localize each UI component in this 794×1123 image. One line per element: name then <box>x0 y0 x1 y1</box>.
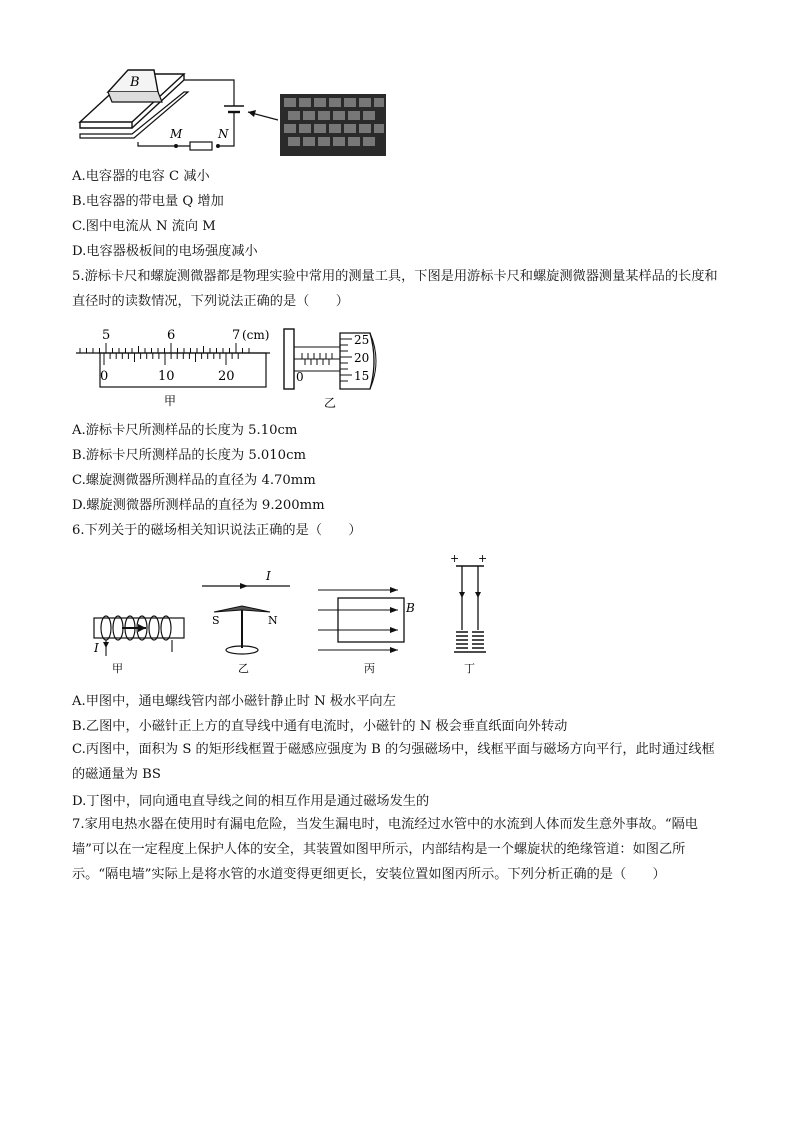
caption-yi: 乙 <box>324 396 337 410</box>
q5-option-d: D.螺旋测微器所测样品的直径为 9.200mm <box>72 498 325 513</box>
solenoid-diagram <box>93 616 184 656</box>
wire-current-label: I <box>266 569 271 583</box>
caption-jia: 甲 <box>164 394 177 408</box>
q6-stem: 6.下列关于的磁场相关知识说法正确的是（ ） <box>72 523 362 538</box>
main-scale-unit: (cm) <box>242 328 270 342</box>
sleeve-zero-label: 0 <box>296 370 304 384</box>
main-scale-label-7: 7 <box>232 328 241 343</box>
q6-option-c: C.丙图中，面积为 S 的矩形线框置于磁感应强度为 B 的匀强磁场中，线框平面与磁场方向平行，此时通过线框的磁通量为 BS <box>72 742 715 782</box>
plus-right-label: + <box>478 552 488 565</box>
keyboard-photo <box>280 94 386 156</box>
q4-option-b: B.电容器的带电量 Q 增加 <box>72 194 224 209</box>
node-n-label: N <box>218 127 229 141</box>
main-scale-label-5: 5 <box>102 328 111 343</box>
thimble-label-25: 25 <box>354 333 370 347</box>
q4-option-c: C.图中电流从 N 流向 M <box>72 219 216 234</box>
field-b-label: B <box>406 601 415 615</box>
compass-s-label: S <box>212 614 220 627</box>
vernier-label-0: 0 <box>100 369 109 384</box>
thimble-label-15: 15 <box>354 369 370 383</box>
q6-option-d: D.丁图中，同向通电直导线之间的相互作用是通过磁场发生的 <box>72 794 430 809</box>
magnetism-figures <box>72 548 512 680</box>
q6-option-b: B.乙图中，小磁针正上方的直导线中通有电流时，小磁针的 N 极会垂直纸面向外转动 <box>72 719 568 734</box>
caliper-micrometer-figure <box>72 325 392 413</box>
caption-yi-q6: 乙 <box>238 662 249 675</box>
node-m-label: M <box>170 127 183 141</box>
caption-bing-q6: 丙 <box>364 662 375 675</box>
vernier-label-10: 10 <box>158 369 175 384</box>
q4-option-a: A.电容器的电容 C 减小 <box>72 169 210 184</box>
vernier-label-20: 20 <box>218 369 235 384</box>
caption-ding-q6: 丁 <box>464 662 475 675</box>
q5-option-c: C.螺旋测微器所测样品的直径为 4.70mm <box>72 473 316 488</box>
q5-option-a: A.游标卡尺所测样品的长度为 5.10cm <box>72 423 298 438</box>
key-label-b: B <box>130 75 140 90</box>
coil-field-diagram <box>318 587 415 653</box>
parallel-wires-diagram <box>450 552 487 652</box>
q4-option-d: D.电容器极板间的电场强度减小 <box>72 244 258 259</box>
q5-stem: 5.游标卡尺和螺旋测微器都是物理实验中常用的测量工具，下图是用游标卡尺和螺旋测微器测量某样品的长度和直径时的读数情况，下列说法正确的是（ ） <box>72 269 718 309</box>
solenoid-current-label: I <box>94 641 99 655</box>
main-scale-label-6: 6 <box>167 328 176 343</box>
capacitor-keyboard-figure <box>72 62 392 160</box>
wire-compass-diagram <box>202 569 290 654</box>
compass-n-label: N <box>268 614 278 627</box>
thimble-label-20: 20 <box>354 351 370 365</box>
q5-option-b: B.游标卡尺所测样品的长度为 5.010cm <box>72 448 306 463</box>
resistor <box>190 142 212 150</box>
caption-jia-q6: 甲 <box>112 662 123 675</box>
q7-stem: 7.家用电热水器在使用时有漏电危险，当发生漏电时，电流经过水管中的水流到人体而发生意外事故。“隔电墙”可以在一定程度上保护人体的安全，其装置如图甲所示，内部结构是一个螺旋状的绝缘管道：如图乙所示。“隔电墙”实际上是将水管的水道变得更细更长，安装位置如图丙所示。下列分析正确的是（ ） <box>72 817 698 882</box>
micrometer <box>284 329 376 389</box>
plus-left-label: + <box>450 552 460 565</box>
q6-option-a: A.甲图中，通电螺线管内部小磁针静止时 N 极水平向左 <box>72 694 396 709</box>
